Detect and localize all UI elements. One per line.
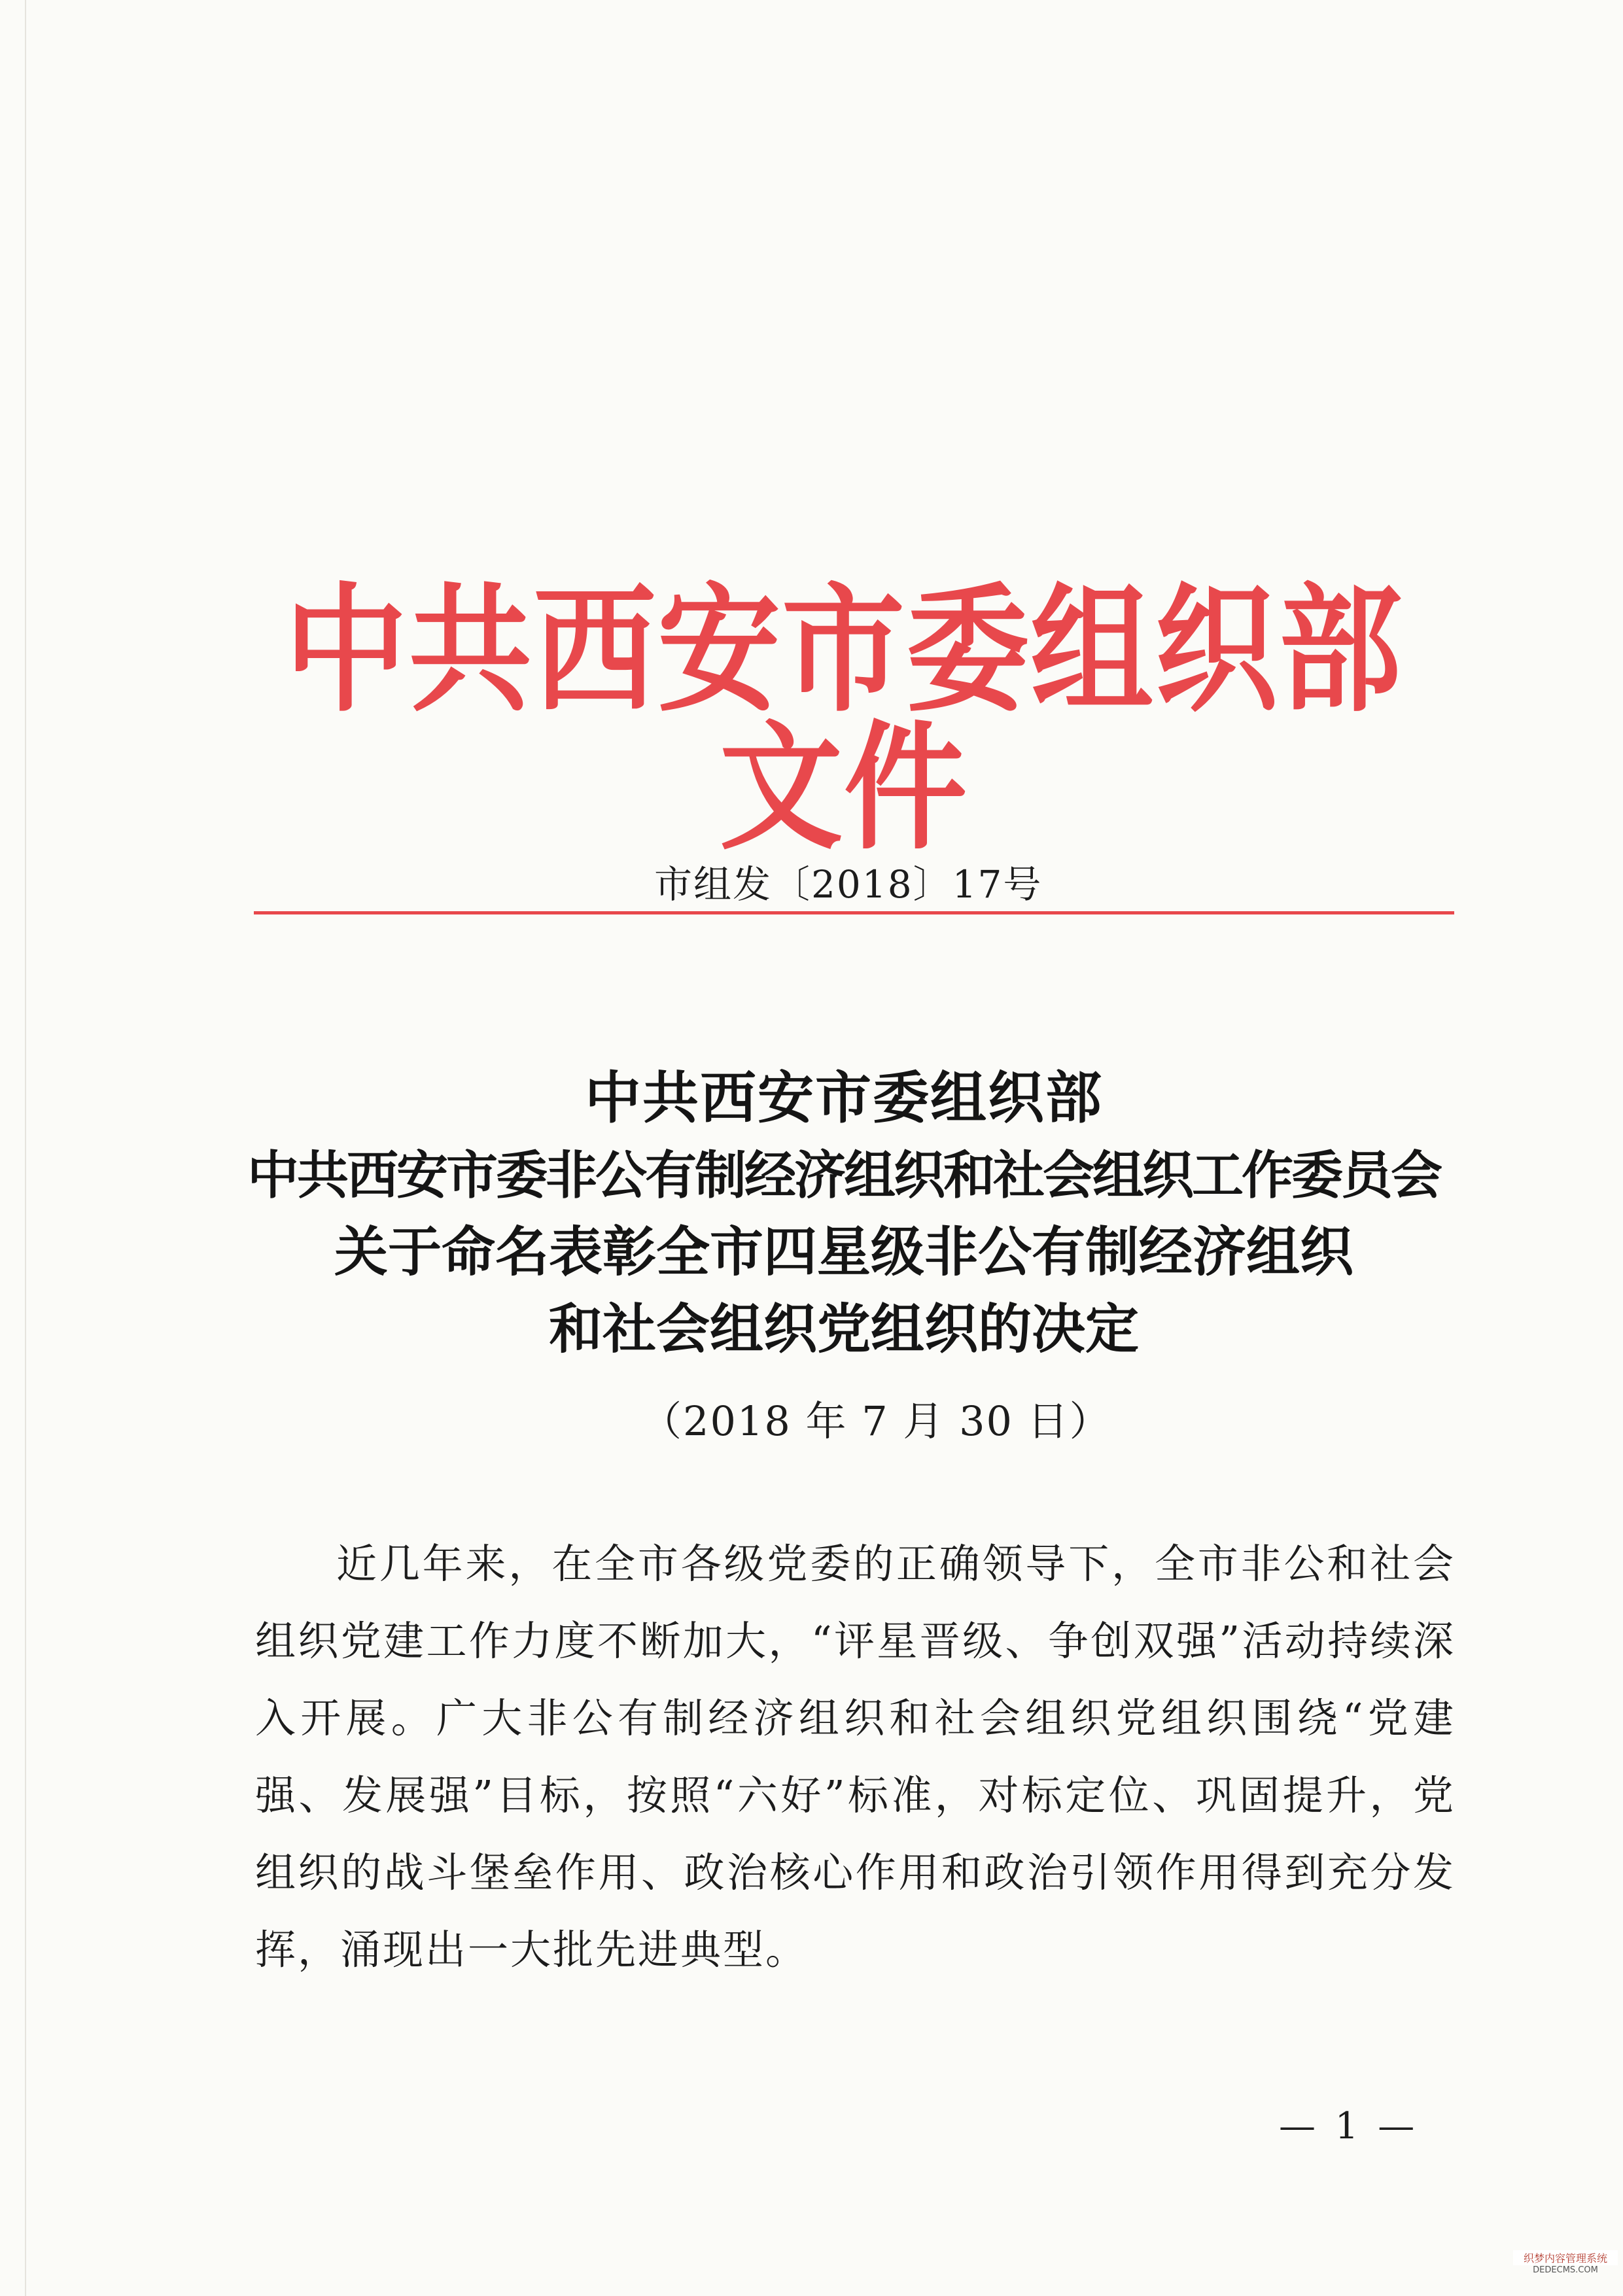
- watermark-en: DEDECMS.COM: [1533, 2265, 1598, 2275]
- body-paragraph: 近几年来，在全市各级党委的正确领导下，全市非公和社会组织党建工作力度不断加大，“评星晋级、争创双强”活动持续深入开展。广大非公有制经济组织和社会组织党组织围绕“党建强、发展强”目标，按照“六好”标准，对标定位、巩固提升，党组织的战斗堡垒作用、政治核心作用和政治引领作用得到充分发挥，涌现出一大批先进典型。: [255, 1540, 1456, 1974]
- document-title: [196, 1060, 1492, 1368]
- body-text: [255, 1525, 1456, 1989]
- document-date: （2018 年 7 月 30 日）: [641, 1397, 1111, 1445]
- document-number: 市组发〔2018〕17号: [654, 862, 1043, 907]
- title-line-2: 中共西安市委非公有制经济组织和社会组织工作委员会: [247, 1145, 1440, 1206]
- issuer-header-title: 中共西安市委组织部文件: [285, 570, 1403, 869]
- page-number: — 1 —: [1279, 2105, 1419, 2148]
- watermark-cn: 织梦内容管理系统: [1513, 2250, 1618, 2265]
- title-line-1: 中共西安市委组织部: [585, 1066, 1103, 1131]
- title-line-4: 和社会组织党组织的决定: [548, 1298, 1139, 1361]
- red-separator-rule: [254, 911, 1454, 914]
- site-watermark: [1513, 2250, 1618, 2275]
- page-edge: [25, 0, 26, 2296]
- title-line-3: 关于命名表彰全市四星级非公有制经济组织: [334, 1221, 1353, 1283]
